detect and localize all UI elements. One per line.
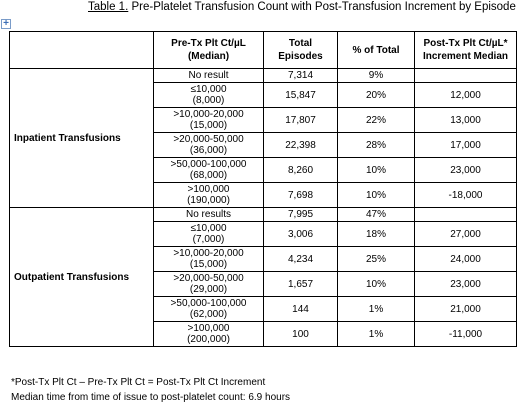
pre-count-range: ≤10,000: [190, 84, 227, 95]
header-increment-line2: Increment Median: [422, 51, 509, 62]
percent-cell: 20%: [338, 83, 415, 108]
increment-cell: 12,000: [415, 83, 517, 108]
pre-count-range: ≤10,000: [190, 223, 227, 234]
pre-count-cell: [154, 208, 264, 222]
caption-text: Pre-Platelet Transfusion Count with Post-Transfusion Increment by Episode: [131, 1, 516, 13]
pre-count-median: (68,000): [189, 170, 228, 181]
pre-count-cell: [154, 158, 264, 183]
table-caption: [88, 1, 516, 13]
pre-count-cell: [154, 133, 264, 158]
total-episodes-cell: 22,398: [264, 133, 338, 158]
pre-count-cell: [154, 322, 264, 347]
pre-count-range: >10,000-20,000: [173, 248, 244, 259]
pre-count-range: >20,000-50,000: [173, 273, 244, 284]
transfusion-table: [9, 31, 517, 347]
pre-count-median: (200,000): [187, 334, 230, 345]
percent-cell: 10%: [338, 183, 415, 208]
header-total-episodes: Total Episodes: [264, 32, 338, 69]
pre-count-median: (8,000): [192, 95, 225, 106]
increment-cell: 23,000: [415, 158, 517, 183]
percent-cell: 47%: [338, 208, 415, 222]
pre-count-range: >50,000-100,000: [170, 298, 247, 309]
increment-cell: [415, 69, 517, 83]
pre-count-median: (36,000): [189, 145, 228, 156]
increment-cell: 13,000: [415, 108, 517, 133]
percent-cell: 25%: [338, 247, 415, 272]
increment-cell: 24,000: [415, 247, 517, 272]
percent-cell: 22%: [338, 108, 415, 133]
pre-count-range: No results: [185, 209, 231, 220]
pre-count-median: (15,000): [189, 259, 228, 270]
total-episodes-cell: 8,260: [264, 158, 338, 183]
group-label: Outpatient Transfusions: [10, 208, 154, 347]
total-episodes-cell: 17,807: [264, 108, 338, 133]
total-episodes-cell: 4,234: [264, 247, 338, 272]
total-episodes-cell: 15,847: [264, 83, 338, 108]
pre-count-cell: [154, 222, 264, 247]
pre-count-median: (7,000): [192, 234, 225, 245]
table-row: [10, 208, 517, 222]
increment-cell: [415, 208, 517, 222]
increment-cell: 27,000: [415, 222, 517, 247]
table-row: [10, 69, 517, 83]
header-increment: [415, 32, 517, 69]
pre-count-cell: [154, 69, 264, 83]
pre-count-cell: [154, 247, 264, 272]
pre-count-cell: [154, 83, 264, 108]
total-episodes-cell: 7,314: [264, 69, 338, 83]
increment-cell: -18,000: [415, 183, 517, 208]
total-episodes-cell: 7,995: [264, 208, 338, 222]
total-episodes-cell: 144: [264, 297, 338, 322]
percent-cell: 9%: [338, 69, 415, 83]
pre-count-median: (62,000): [189, 309, 228, 320]
increment-cell: 21,000: [415, 297, 517, 322]
footnote-median-time: Median time from time of issue to post-platelet count: 6.9 hours: [11, 392, 291, 403]
caption-label: Table 1.: [88, 1, 129, 13]
group-label: Inpatient Transfusions: [10, 69, 154, 208]
pre-count-median: (29,000): [189, 284, 228, 295]
pre-count-range: No result: [188, 70, 229, 81]
pre-count-range: >10,000-20,000: [173, 109, 244, 120]
percent-cell: 1%: [338, 322, 415, 347]
header-increment-line1: Post-Tx Plt Ct/µL*: [423, 38, 508, 49]
total-episodes-cell: 100: [264, 322, 338, 347]
header-pre-count-line1: Pre-Tx Plt Ct/µL: [171, 38, 246, 49]
header-row: [10, 32, 517, 69]
footnote-formula: *Post-Tx Plt Ct – Pre-Tx Plt Ct = Post-Tx Plt Ct Increment: [11, 377, 266, 388]
pre-count-cell: [154, 183, 264, 208]
increment-cell: 17,000: [415, 133, 517, 158]
pre-count-range: >20,000-50,000: [173, 134, 244, 145]
total-episodes-cell: 7,698: [264, 183, 338, 208]
pre-count-cell: [154, 297, 264, 322]
pre-count-median: (15,000): [189, 120, 228, 131]
increment-cell: 23,000: [415, 272, 517, 297]
total-episodes-cell: 3,006: [264, 222, 338, 247]
percent-cell: 10%: [338, 158, 415, 183]
pre-count-median: (190,000): [187, 195, 230, 206]
pre-count-cell: [154, 108, 264, 133]
pre-count-range: >100,000: [187, 323, 230, 334]
percent-cell: 1%: [338, 297, 415, 322]
pre-count-cell: [154, 272, 264, 297]
header-blank: [10, 32, 154, 69]
percent-cell: 28%: [338, 133, 415, 158]
pre-count-range: >100,000: [187, 184, 230, 195]
move-handle-icon[interactable]: +: [1, 19, 11, 29]
header-percent: % of Total: [338, 32, 415, 69]
increment-cell: -11,000: [415, 322, 517, 347]
total-episodes-cell: 1,657: [264, 272, 338, 297]
pre-count-range: >50,000-100,000: [170, 159, 247, 170]
percent-cell: 10%: [338, 272, 415, 297]
percent-cell: 18%: [338, 222, 415, 247]
header-pre-count: [154, 32, 264, 69]
header-pre-count-line2: (Median): [187, 51, 230, 62]
